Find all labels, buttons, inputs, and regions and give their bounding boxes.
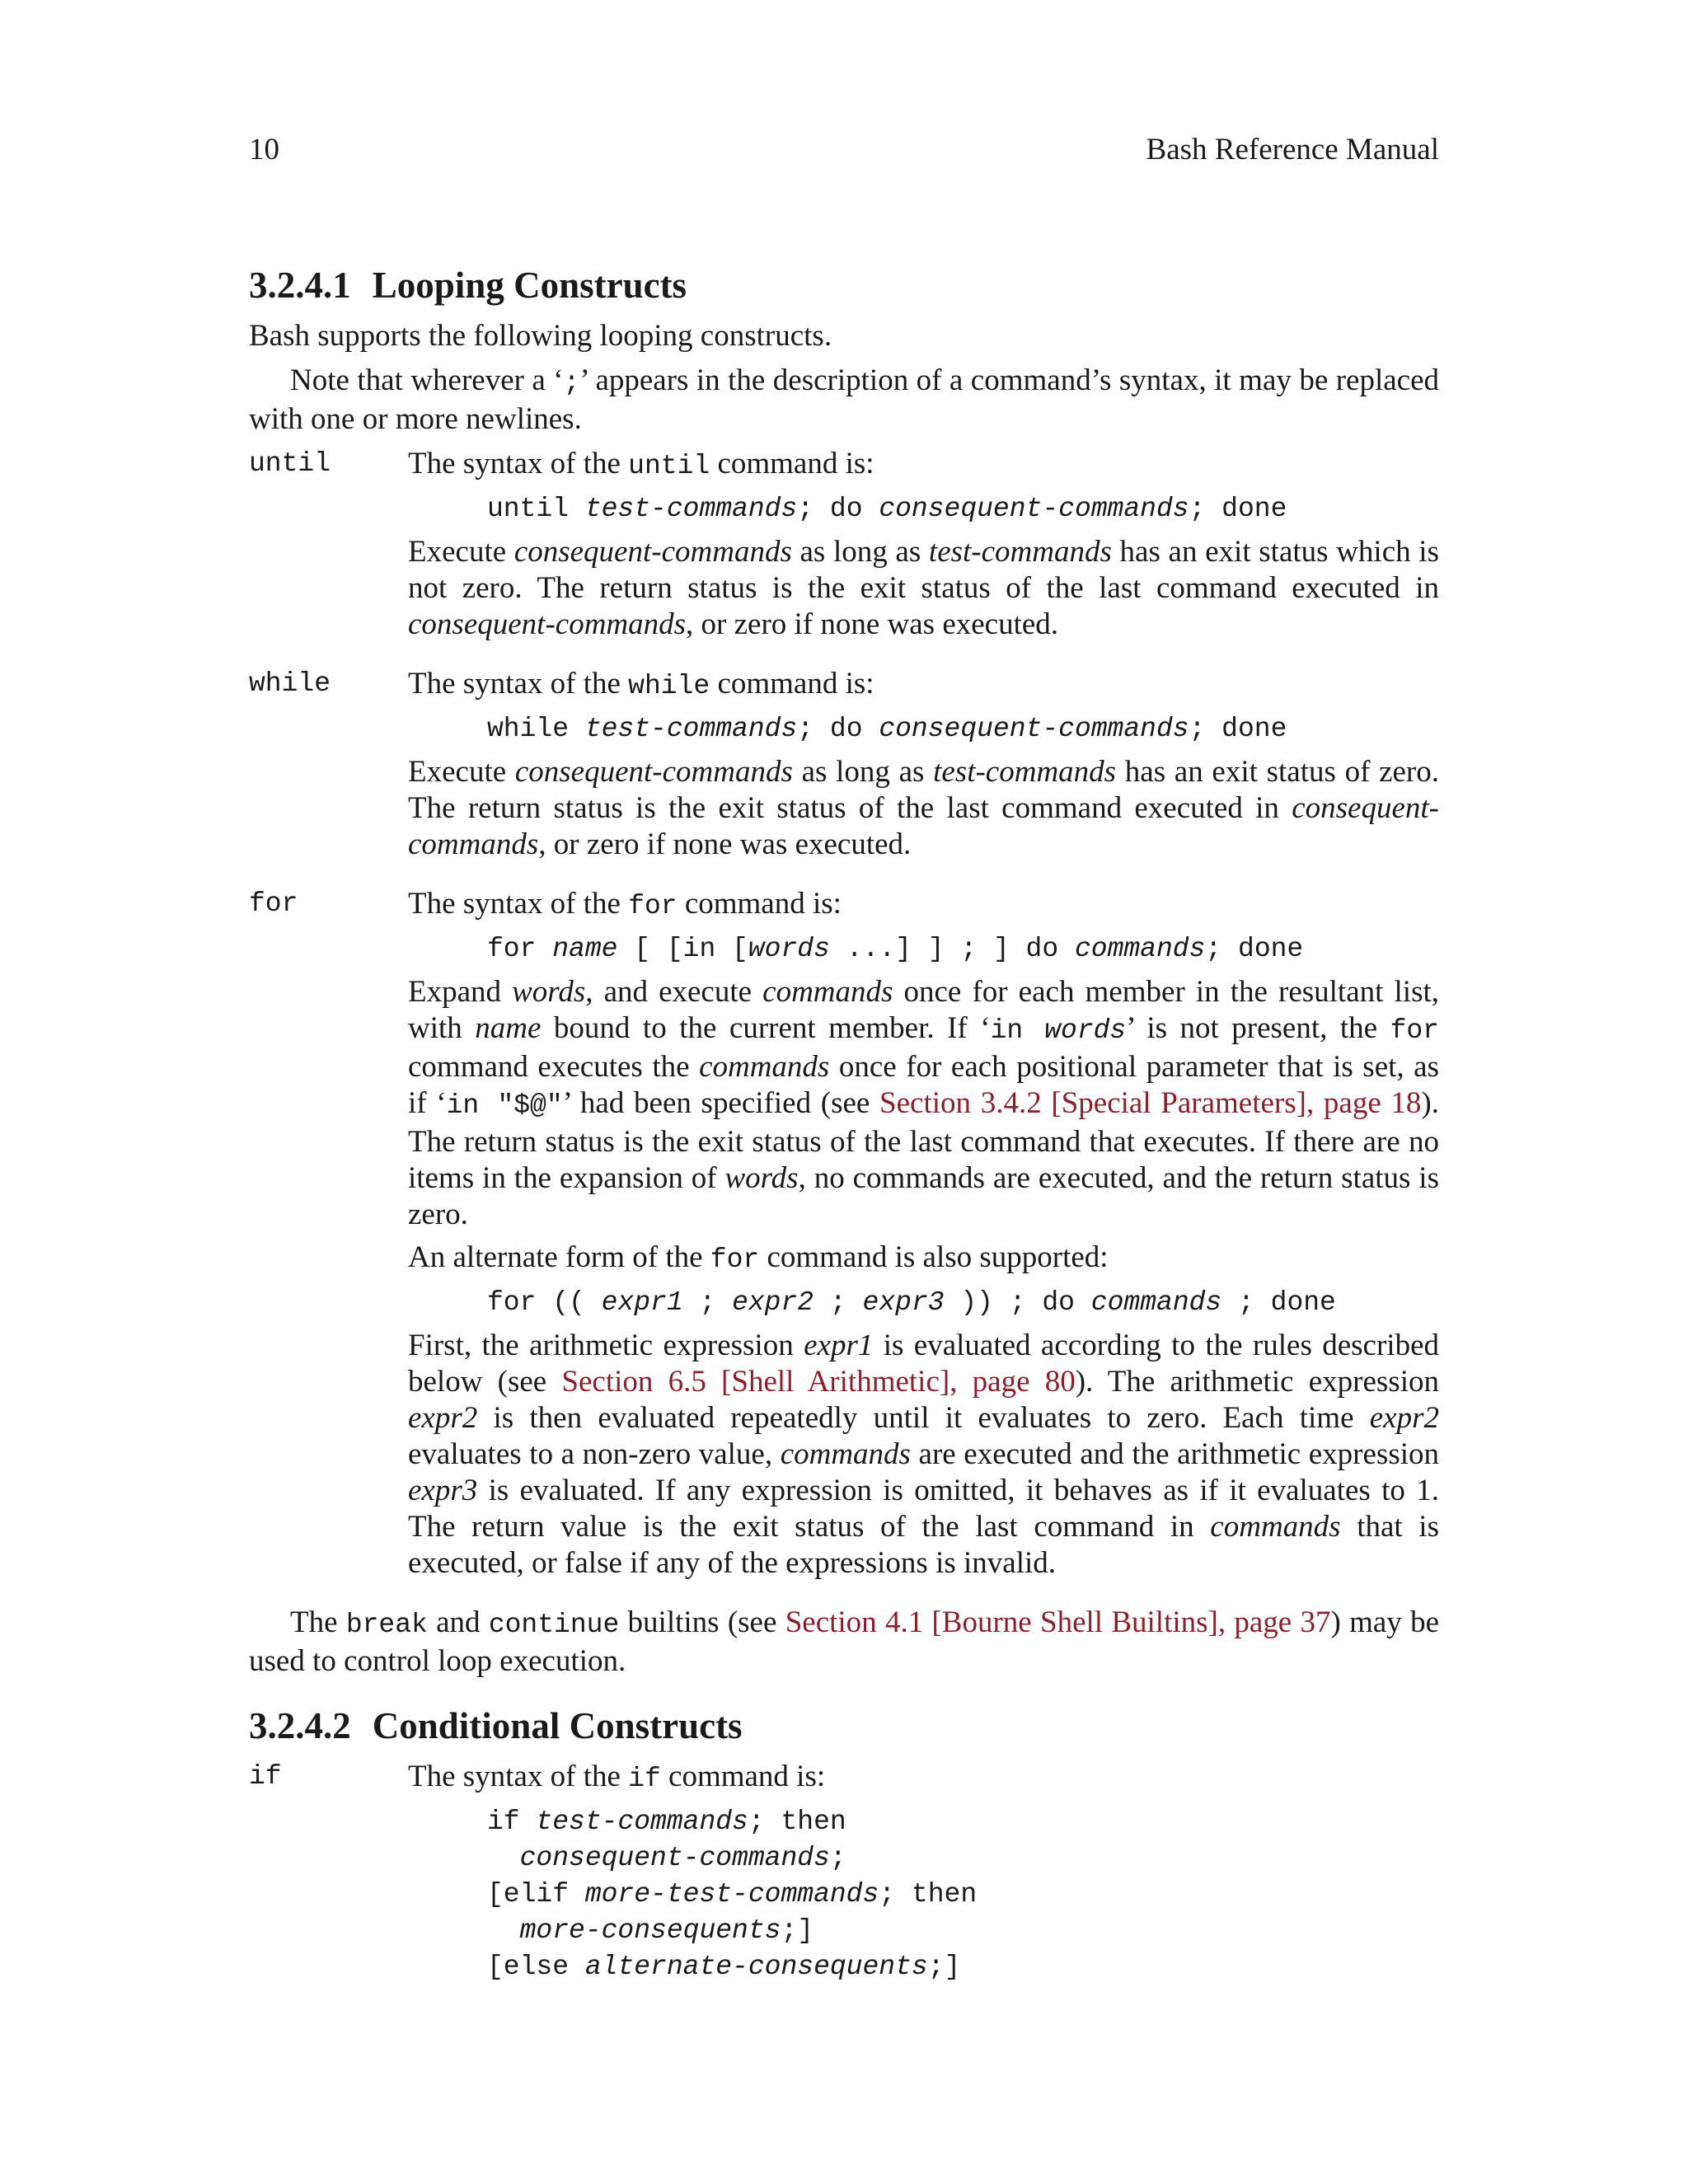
code-block-until: until test-commands; do consequent-commands; done	[487, 494, 1287, 524]
alternate-form-intro: An alternate form of the for command is also supported:	[408, 1240, 1109, 1275]
section-heading-looping	[249, 262, 1439, 308]
definition-while	[249, 666, 1439, 869]
definition-until	[249, 446, 1439, 649]
syntax-intro: The syntax of the for command is:	[408, 887, 842, 921]
term-if: if	[249, 1761, 282, 1792]
definition-if	[249, 1759, 1439, 1992]
term-for: for	[249, 888, 298, 919]
description-for-arith: First, the arithmetic expression expr1 is evaluated according to the rules described below (see Section 6.5 [Shell Arithmetic], page 80). The arithmetic expression expr2 is then evaluated repeatedly until it evaluates to zero. Each time expr2 evaluates to a non-zero value, commands are executed and the arithmetic expression expr3 is evaluated. If any expression is omitted, it behaves as if it evaluates to 1. The return value is the exit status of the last command in commands that is executed, or false if any of the expressions is invalid.	[408, 1329, 1440, 1580]
section-number: 3.2.4.2	[249, 1705, 351, 1746]
syntax-intro: The syntax of the if command is:	[408, 1760, 826, 1794]
definition-body-while	[408, 666, 1439, 869]
code-block-for-arith: for (( expr1 ; expr2 ; expr3 )) ; do commands ; done	[487, 1287, 1336, 1318]
section-title: Looping Constructs	[372, 265, 687, 306]
description-while: Execute consequent-commands as long as test-commands has an exit status of zero. The return status is the exit status of the last command executed in consequent-commands, or zero if none was executed.	[408, 755, 1439, 861]
section-number: 3.2.4.1	[249, 265, 351, 306]
term-while: while	[249, 668, 331, 699]
description-for: Expand words, and execute commands once for each member in the resultant list, with name bound to the current member. If ‘in words’ is not present, the for command executes the commands once for each positional parameter that is set, as if ‘in "$@"’ had been specified (see Section 3.4.2 [Special Parameters], page 18). The return status is the exit status of the last command that executes. If there are no items in the expansion of words, no commands are executed, and the return status is zero.	[408, 975, 1439, 1231]
code-block-for: for name [ [in [words ...] ] ; ] do commands; done	[487, 934, 1304, 964]
intro-paragraph: Bash supports the following looping constructs.	[249, 319, 832, 353]
link-special-parameters[interactable]: Section 3.4.2 [Special Parameters], page 18	[879, 1086, 1422, 1120]
code-block-while: while test-commands; do consequent-commands; done	[487, 714, 1287, 744]
manual-title: Bash Reference Manual	[1146, 133, 1439, 166]
syntax-intro: The syntax of the while command is:	[408, 667, 874, 701]
definition-for	[249, 886, 1439, 1588]
definition-body-until	[408, 446, 1439, 649]
definition-body-if	[408, 1759, 1439, 1992]
page-number: 10	[249, 133, 279, 166]
note-paragraph: Note that wherever a ‘;’ appears in the description of a command’s syntax, it may be replaced with one or more newlines.	[249, 363, 1439, 436]
syntax-intro: The syntax of the until command is:	[408, 447, 874, 481]
code-block-if: if test-commands; then consequent-commands; [elif more-test-commands; then more-consequents;] [else alternate-consequents;]	[487, 1807, 978, 1982]
section-title: Conditional Constructs	[372, 1705, 743, 1746]
section-heading-conditional	[249, 1703, 1439, 1749]
definition-body-for	[408, 886, 1439, 1588]
description-until: Execute consequent-commands as long as test-commands has an exit status which is not zero. The return status is the exit status of the last command executed in consequent-commands, or zero if none was executed.	[408, 535, 1439, 641]
link-bourne-shell-builtins[interactable]: Section 4.1 [Bourne Shell Builtins], page 37	[785, 1605, 1331, 1639]
page-content	[249, 262, 1439, 2008]
term-until: until	[249, 448, 331, 479]
link-shell-arithmetic[interactable]: Section 6.5 [Shell Arithmetic], page 80	[561, 1365, 1076, 1399]
builtins-paragraph: The break and continue builtins (see Section 4.1 [Bourne Shell Builtins], page 37) may be used to control loop execution.	[249, 1605, 1439, 1678]
